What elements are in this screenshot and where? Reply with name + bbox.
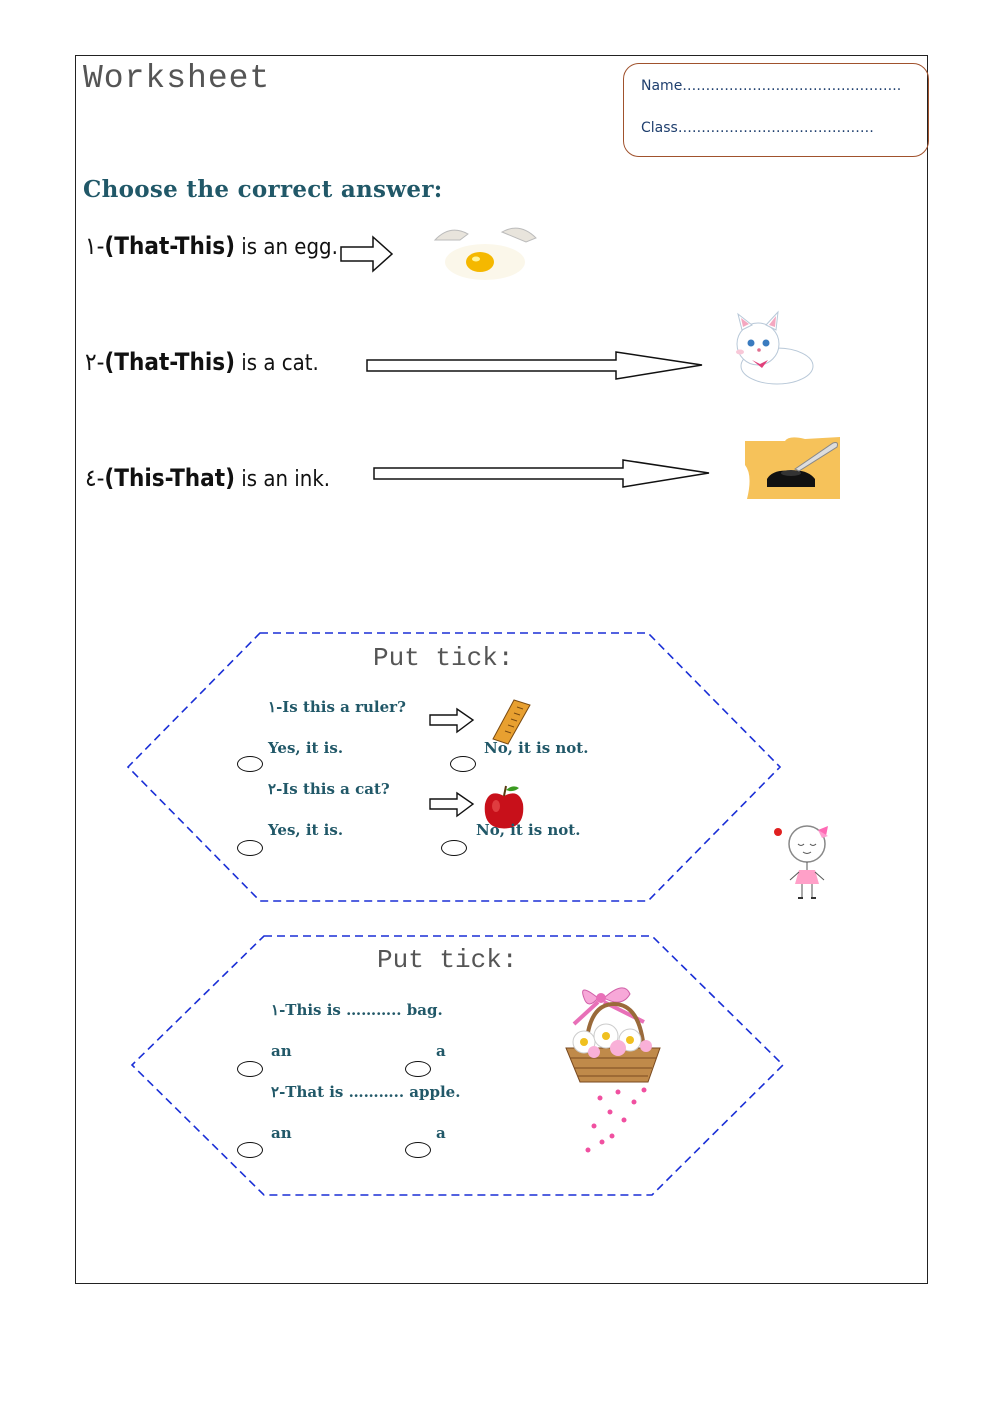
option-a: a xyxy=(436,1124,446,1142)
tick-oval-an[interactable] xyxy=(237,1061,263,1077)
answer-yes: Yes, it is. xyxy=(268,739,344,757)
flower-basket-icon xyxy=(558,980,668,1160)
choice-options[interactable]: (That-This) xyxy=(104,348,235,376)
section2-heading: Put tick: xyxy=(373,643,514,673)
question-text: is an ink. xyxy=(234,467,331,492)
answer-yes: Yes, it is. xyxy=(268,821,344,839)
answer-no: No, it is not. xyxy=(484,739,589,757)
choice-options[interactable]: (This-That) xyxy=(104,464,235,492)
option-an: an xyxy=(271,1042,292,1060)
answer-no: No, it is not. xyxy=(476,821,581,839)
tick-oval-a[interactable] xyxy=(405,1142,431,1158)
section3-heading: Put tick: xyxy=(377,945,518,975)
question-text: is a cat. xyxy=(234,351,319,376)
tick-oval-a[interactable] xyxy=(405,1061,431,1077)
question-text: is an egg. xyxy=(234,235,338,260)
tick-oval-an[interactable] xyxy=(237,1142,263,1158)
choice-options[interactable]: (That-This) xyxy=(104,232,235,260)
question-number: ٤- xyxy=(85,464,105,492)
page-title: Worksheet xyxy=(83,60,271,97)
section1-heading: Choose the correct answer: xyxy=(83,176,443,203)
question-text: ٢-Is this a cat? xyxy=(268,780,390,798)
question-number: ١- xyxy=(85,232,105,260)
question-text: ١-This is ……….. bag. xyxy=(271,1001,443,1019)
question-number: ٢- xyxy=(85,348,105,376)
option-an: an xyxy=(271,1124,292,1142)
name-field[interactable]: Name……………………………………….. xyxy=(641,78,902,94)
question-text: ١-Is this a ruler? xyxy=(268,698,406,716)
question-text: ٢-That is ……….. apple. xyxy=(271,1083,461,1101)
class-field[interactable]: Class…………………………………… xyxy=(641,120,874,136)
option-a: a xyxy=(436,1042,446,1060)
